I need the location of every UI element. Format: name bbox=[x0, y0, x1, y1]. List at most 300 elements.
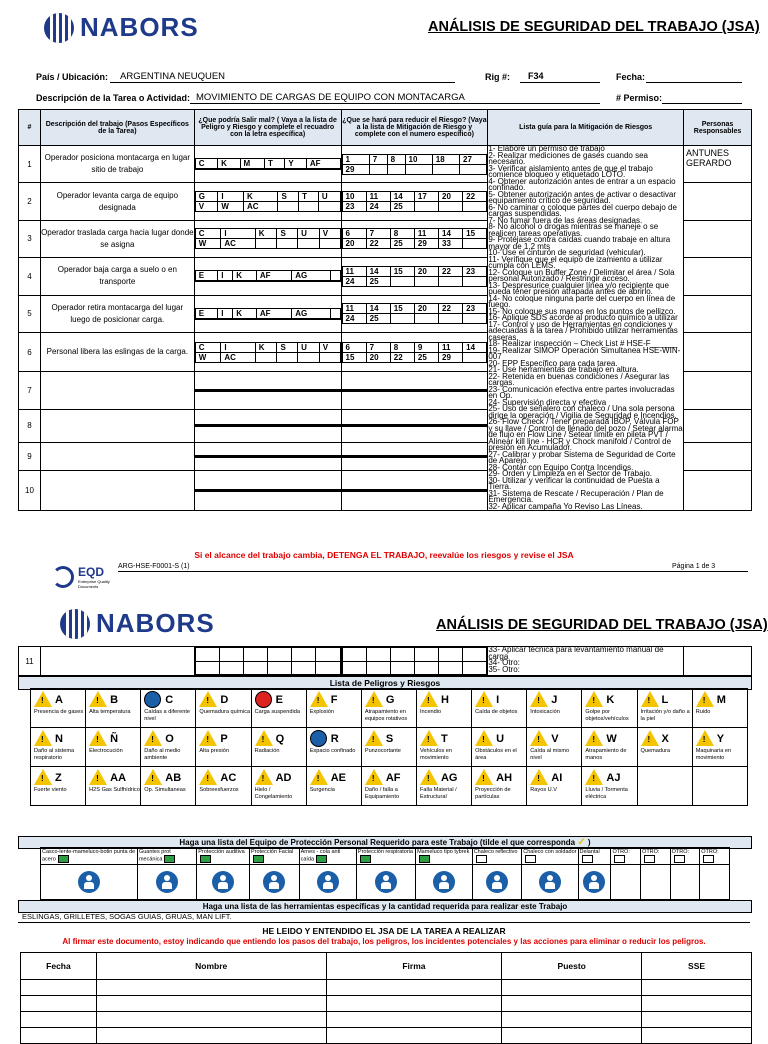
signature-cell[interactable] bbox=[96, 980, 326, 996]
mitigation-code-cell[interactable]: 15 bbox=[390, 304, 414, 314]
mitigation-code-cell[interactable] bbox=[463, 426, 487, 427]
mitigation-code-cell[interactable]: 29 bbox=[414, 239, 438, 249]
mitigation-code-cell[interactable]: 23 bbox=[463, 266, 487, 276]
hazard-name: Obstáculos en el área bbox=[475, 748, 517, 761]
mitigation-code-cell[interactable] bbox=[369, 164, 387, 174]
mitigation-code-cell[interactable] bbox=[414, 202, 438, 212]
hazard-code-cell[interactable]: V bbox=[319, 229, 340, 239]
mitigation-code-cell[interactable]: 7 bbox=[366, 229, 390, 239]
hazard-code-cell[interactable]: S bbox=[277, 229, 298, 239]
warning-triangle-icon: ! bbox=[696, 730, 714, 746]
mitigation-code-cell[interactable] bbox=[439, 276, 463, 286]
mitigation-code-cell[interactable]: 15 bbox=[342, 352, 366, 362]
warning-triangle-icon: ! bbox=[310, 691, 328, 707]
hazard-code-cell[interactable] bbox=[319, 352, 340, 362]
hazard-code-cell[interactable] bbox=[298, 239, 320, 249]
hazard-code-cell[interactable]: C bbox=[195, 342, 221, 352]
hazard-code-cell[interactable]: U bbox=[298, 342, 320, 352]
signature-cell[interactable] bbox=[502, 1012, 642, 1028]
responsible-person[interactable] bbox=[684, 372, 752, 409]
ppe-option[interactable] bbox=[197, 848, 250, 865]
hazard-code-cell[interactable] bbox=[243, 426, 267, 427]
hazard-code-cell[interactable]: K bbox=[233, 308, 257, 318]
hazard-code-cell[interactable]: S bbox=[277, 342, 298, 352]
mitigation-code-cell[interactable] bbox=[463, 314, 487, 324]
hazard-name: Fuerte viento bbox=[34, 787, 67, 793]
ppe-option[interactable] bbox=[641, 848, 671, 865]
task-step[interactable]: Operador levanta carga de equipo designada bbox=[40, 183, 194, 220]
mitigation-code-cell[interactable]: 18 bbox=[432, 154, 459, 164]
hazard-code-cell[interactable]: K bbox=[243, 192, 277, 202]
signature-cell[interactable] bbox=[326, 996, 502, 1012]
hazard-code-cell[interactable]: AF bbox=[306, 159, 340, 169]
hazard-code-cell[interactable] bbox=[318, 202, 340, 212]
mitigation-code-cell[interactable]: 14 bbox=[366, 304, 390, 314]
signature-cell[interactable] bbox=[96, 1012, 326, 1028]
hazard-code-cell[interactable] bbox=[265, 169, 285, 170]
guide-item: 13- Despresurice cualquier línea y/o recipiente que pueda tener presión atrapada antes de abrirlo. bbox=[488, 280, 669, 296]
hazard-code-cell[interactable]: AG bbox=[292, 271, 331, 281]
task-step[interactable]: Operador retira montacarga del lugar luego de posicionar carga. bbox=[40, 295, 194, 332]
task-step[interactable] bbox=[40, 409, 194, 442]
ppe-option[interactable] bbox=[356, 848, 415, 865]
responsible-person[interactable] bbox=[684, 409, 752, 442]
mitigation-code-cell[interactable] bbox=[390, 391, 414, 392]
signature-cell[interactable] bbox=[96, 1028, 326, 1044]
ppe-icon-cell bbox=[41, 865, 138, 900]
mitigation-code-cell[interactable] bbox=[390, 314, 414, 324]
pais-value[interactable]: ARGENTINA NEUQUEN bbox=[120, 71, 226, 82]
ppe-checkbox[interactable] bbox=[58, 855, 69, 863]
ppe-checkbox[interactable] bbox=[419, 855, 430, 863]
mitigation-code-cell[interactable] bbox=[439, 457, 463, 458]
mitigation-code-cell[interactable]: 15 bbox=[463, 229, 487, 239]
hazard-code-cell[interactable]: V bbox=[319, 342, 340, 352]
task-step[interactable]: Operador traslada carga hacia lugar donde se asigna bbox=[40, 220, 194, 257]
hazard-code-cell[interactable] bbox=[277, 239, 298, 249]
mitigation-code-cell[interactable] bbox=[460, 164, 487, 174]
mitigation-code-cell[interactable]: 20 bbox=[366, 352, 390, 362]
mitigation-code-cell[interactable] bbox=[414, 391, 438, 392]
hazard-code-cell[interactable]: AC bbox=[221, 239, 255, 249]
hazard-item bbox=[582, 689, 637, 728]
ppe-option[interactable] bbox=[472, 848, 522, 865]
signature-cell[interactable] bbox=[502, 1028, 642, 1044]
hazard-code-cell[interactable] bbox=[195, 391, 219, 392]
hazard-code-cell[interactable]: K bbox=[255, 342, 277, 352]
responsible-person[interactable] bbox=[684, 442, 752, 471]
responsible-person[interactable] bbox=[684, 471, 752, 511]
mitigation-code-cell[interactable]: 11 bbox=[342, 266, 366, 276]
hazard-code-cell[interactable]: AC bbox=[243, 202, 277, 212]
mitigation-code-cell[interactable]: 7 bbox=[369, 154, 387, 164]
task-step[interactable]: Operador posiciona montacarga en lugar sitio de trabajo bbox=[40, 146, 194, 183]
signature-cell[interactable] bbox=[642, 996, 752, 1012]
ppe-label: OTRO: bbox=[612, 849, 630, 855]
hazard-code-cell[interactable] bbox=[255, 352, 277, 362]
mitigation-code-cell[interactable] bbox=[414, 426, 438, 427]
hazard-code: O bbox=[165, 733, 174, 745]
guide-item: 18- Realizar inspección – Check List # HSE-F______ bbox=[488, 339, 678, 348]
hazard-code-cell[interactable]: AF bbox=[256, 271, 291, 281]
mitigation-code-cell[interactable]: 33 bbox=[439, 239, 463, 249]
hazard-code-cell[interactable]: AF bbox=[256, 308, 291, 318]
hazard-item bbox=[527, 767, 582, 806]
hazard-code-cell[interactable] bbox=[292, 391, 316, 392]
mitigation-code-cell[interactable] bbox=[439, 426, 463, 427]
hazard-code-cell[interactable] bbox=[195, 281, 218, 282]
hazard-code-cell[interactable]: V bbox=[195, 202, 218, 212]
mitigation-code-cell[interactable]: 11 bbox=[342, 304, 366, 314]
mitigation-code-cell[interactable] bbox=[439, 202, 463, 212]
hazard-code-cell[interactable] bbox=[240, 169, 264, 170]
row-11-step[interactable] bbox=[40, 647, 194, 676]
hazard-code-cell[interactable] bbox=[218, 318, 233, 319]
hazard-code-cell[interactable] bbox=[316, 491, 340, 492]
mitigation-code-cell[interactable]: 6 bbox=[342, 342, 366, 352]
mitigation-code-cell[interactable]: 11 bbox=[439, 342, 463, 352]
mitigation-code-cell[interactable] bbox=[414, 314, 438, 324]
ppe-option[interactable] bbox=[522, 848, 578, 865]
hazard-code-cell[interactable]: W bbox=[195, 352, 221, 362]
mitigation-code-cell[interactable]: 9 bbox=[414, 342, 438, 352]
signature-cell[interactable] bbox=[502, 996, 642, 1012]
task-step[interactable]: Personal libera las eslingas de la carga. bbox=[40, 332, 194, 372]
mitigation-code-cell[interactable]: 14 bbox=[390, 192, 414, 202]
mitigation-code-cell[interactable] bbox=[463, 202, 487, 212]
hazard-code-cell[interactable]: M bbox=[240, 159, 264, 169]
warning-triangle-icon: ! bbox=[420, 769, 438, 785]
mitigation-code-cell[interactable] bbox=[463, 391, 487, 392]
hazard-code-cell[interactable] bbox=[243, 391, 267, 392]
mitigation-code-cell[interactable] bbox=[439, 491, 463, 492]
mitigation-code-cell[interactable]: 20 bbox=[414, 304, 438, 314]
mitigation-code-cell[interactable] bbox=[414, 276, 438, 286]
mitigation-code-cell[interactable]: 22 bbox=[439, 266, 463, 276]
mitigation-code-cell[interactable]: 8 bbox=[387, 154, 405, 164]
hazard-code-cell[interactable] bbox=[316, 426, 340, 427]
mitigation-code-cell[interactable]: 15 bbox=[390, 266, 414, 276]
hazard-code-cell[interactable]: C bbox=[195, 159, 217, 169]
hazard-code-cell[interactable] bbox=[268, 491, 292, 492]
hazard-code-cell[interactable] bbox=[256, 281, 291, 282]
hazard-code-cell[interactable] bbox=[233, 281, 257, 282]
mitigation-code-cell[interactable]: 20 bbox=[342, 239, 366, 249]
signature-cell[interactable] bbox=[642, 1028, 752, 1044]
hazard-name: Op. Simultaneas bbox=[144, 787, 186, 793]
ppe-option[interactable] bbox=[578, 848, 611, 865]
mitigation-code-cell[interactable]: 14 bbox=[439, 229, 463, 239]
hazard-code-cell[interactable] bbox=[268, 426, 292, 427]
responsible-person[interactable]: ANTUNES GERARDO bbox=[684, 146, 752, 183]
mitigation-code-cell[interactable]: 7 bbox=[366, 342, 390, 352]
mitigation-code-cell[interactable] bbox=[463, 457, 487, 458]
ppe-option[interactable] bbox=[41, 848, 138, 865]
hazard-code-cell[interactable]: C bbox=[195, 229, 221, 239]
hazard-code-cell[interactable]: E bbox=[195, 308, 218, 318]
hazard-code-cell[interactable] bbox=[316, 457, 340, 458]
ppe-option[interactable] bbox=[611, 848, 641, 865]
mitigation-code-cell[interactable]: 11 bbox=[366, 192, 390, 202]
mitigation-code-cell[interactable]: 10 bbox=[405, 154, 432, 164]
desc-value[interactable]: MOVIMIENTO DE CARGAS DE EQUIPO CON MONTACARGA bbox=[196, 92, 465, 103]
mitigation-code-cell[interactable]: 11 bbox=[414, 229, 438, 239]
mitigation-code-cell[interactable] bbox=[405, 164, 432, 174]
ppe-checkbox[interactable] bbox=[164, 855, 175, 863]
hazard-code-cell[interactable] bbox=[330, 308, 340, 318]
signature-cell[interactable] bbox=[502, 980, 642, 996]
hazard-code-cell[interactable] bbox=[298, 352, 320, 362]
mitigation-code-cell[interactable] bbox=[414, 457, 438, 458]
hazard-code-cell[interactable] bbox=[268, 391, 292, 392]
hazard-code-cell[interactable] bbox=[255, 239, 277, 249]
ppe-option[interactable] bbox=[700, 848, 730, 865]
hazard-code-cell[interactable]: K bbox=[233, 271, 257, 281]
ppe-table bbox=[40, 847, 730, 900]
responsible-person[interactable] bbox=[684, 258, 752, 295]
hazard-code-cell[interactable] bbox=[330, 318, 340, 319]
hazard-name: Atrapamiento en equipos rotativos bbox=[364, 709, 408, 722]
ppe-checkbox[interactable] bbox=[644, 855, 655, 863]
hazard-code-cell[interactable]: U bbox=[298, 229, 320, 239]
hazard-code-cell[interactable] bbox=[292, 491, 316, 492]
mitigation-code-cell[interactable]: 25 bbox=[390, 239, 414, 249]
hazard-code-cell[interactable]: I bbox=[218, 192, 244, 202]
hazard-code-cell[interactable] bbox=[195, 169, 217, 170]
mitigation-code-cell[interactable]: 17 bbox=[414, 192, 438, 202]
hazard-code-cell[interactable]: Y bbox=[285, 159, 306, 169]
ppe-checkbox[interactable] bbox=[200, 855, 211, 863]
signature-cell[interactable] bbox=[96, 996, 326, 1012]
mitigation-code-cell[interactable] bbox=[463, 276, 487, 286]
hazard-row bbox=[31, 728, 748, 767]
mitigation-code-cell[interactable]: 24 bbox=[342, 276, 366, 286]
signature-cell[interactable] bbox=[642, 1012, 752, 1028]
hazard-code: L bbox=[661, 694, 669, 706]
ppe-checkbox[interactable] bbox=[525, 855, 536, 863]
rig-value[interactable]: F34 bbox=[528, 71, 544, 81]
ppe-checkbox[interactable] bbox=[703, 855, 714, 863]
ppe-option[interactable] bbox=[137, 848, 196, 865]
ppe-label: OTRO: bbox=[701, 849, 719, 855]
mitigation-code-cell[interactable]: 24 bbox=[342, 314, 366, 324]
mitigation-code-cell[interactable]: 14 bbox=[463, 342, 487, 352]
hazard-code-cell[interactable] bbox=[292, 457, 316, 458]
hazard-code-cell[interactable] bbox=[330, 271, 340, 281]
mitigation-code-cell[interactable]: 25 bbox=[414, 352, 438, 362]
mitigation-code-cell[interactable] bbox=[463, 352, 487, 362]
hazard-code-cell[interactable] bbox=[292, 426, 316, 427]
mitigation-code-cell[interactable]: 6 bbox=[342, 229, 366, 239]
mitigation-code-cell[interactable]: 23 bbox=[463, 304, 487, 314]
responsible-person[interactable] bbox=[684, 295, 752, 332]
hazard-code-cell[interactable] bbox=[219, 457, 243, 458]
hazard-code-cell[interactable] bbox=[256, 318, 291, 319]
hazard-code-cell[interactable] bbox=[306, 169, 340, 170]
hazard-code-cell[interactable]: W bbox=[218, 202, 244, 212]
mitigation-code-cell[interactable] bbox=[390, 491, 414, 492]
hazard-code-cell[interactable]: U bbox=[318, 192, 340, 202]
mitigation-code-cell[interactable]: 25 bbox=[366, 276, 390, 286]
mitigation-code-cell[interactable]: 25 bbox=[366, 314, 390, 324]
hazard-code-cell[interactable]: I bbox=[218, 308, 233, 318]
responsible-person[interactable] bbox=[684, 183, 752, 220]
mitigation-codes bbox=[341, 258, 488, 295]
ppe-option[interactable] bbox=[299, 848, 356, 865]
signature-row bbox=[21, 996, 752, 1012]
responsible-person[interactable] bbox=[684, 220, 752, 257]
hazard-code-cell[interactable]: I bbox=[221, 342, 255, 352]
signature-cell[interactable] bbox=[21, 996, 97, 1012]
signature-cell[interactable] bbox=[21, 980, 97, 996]
warning-triangle-icon: ! bbox=[585, 730, 603, 746]
row-11-resp[interactable] bbox=[684, 647, 752, 676]
hazard-code-cell[interactable] bbox=[195, 491, 219, 492]
mitigation-code-cell[interactable]: 29 bbox=[342, 164, 369, 174]
mitigation-code-cell[interactable] bbox=[439, 314, 463, 324]
mitigation-code-cell[interactable] bbox=[390, 457, 414, 458]
mitigation-code-cell[interactable] bbox=[342, 391, 366, 392]
hazard-code-cell[interactable] bbox=[219, 426, 243, 427]
signature-cell[interactable] bbox=[21, 1012, 97, 1028]
signature-cell[interactable] bbox=[326, 1012, 502, 1028]
responsible-person[interactable] bbox=[684, 332, 752, 372]
hazard-code-cell[interactable]: G bbox=[195, 192, 218, 202]
hazard-item bbox=[31, 689, 86, 728]
hazard-code-cell[interactable]: AG bbox=[292, 308, 331, 318]
mitigation-code-cell[interactable]: 22 bbox=[366, 239, 390, 249]
mitigation-code-cell[interactable] bbox=[342, 491, 366, 492]
hazard-code-cell[interactable] bbox=[243, 491, 267, 492]
hazard-code-cell[interactable] bbox=[299, 202, 319, 212]
signature-cell[interactable] bbox=[21, 1028, 97, 1044]
signature-cell[interactable] bbox=[326, 1028, 502, 1044]
hazard-code-cell[interactable] bbox=[233, 318, 257, 319]
mitigation-code-cell[interactable] bbox=[342, 457, 366, 458]
col-step: Descripción del trabajo (Pasos Específicos de la Tarea) bbox=[40, 110, 194, 146]
hazard-code-cell[interactable] bbox=[277, 352, 298, 362]
task-step[interactable] bbox=[40, 442, 194, 471]
mitigation-code-cell[interactable]: 10 bbox=[342, 192, 366, 202]
task-step[interactable]: Operador baja carga a suelo o en transporte bbox=[40, 258, 194, 295]
ppe-checkbox[interactable] bbox=[582, 855, 593, 863]
hazard-code-cell[interactable] bbox=[218, 281, 233, 282]
ppe-checkbox[interactable] bbox=[614, 855, 625, 863]
mitigation-code-cell[interactable]: 8 bbox=[390, 342, 414, 352]
ppe-checkbox[interactable] bbox=[674, 855, 685, 863]
task-step[interactable] bbox=[40, 471, 194, 511]
mitigation-code-cell[interactable] bbox=[342, 426, 366, 427]
ppe-checkbox[interactable] bbox=[476, 855, 487, 863]
mitigation-code-cell[interactable] bbox=[366, 391, 390, 392]
mitigation-code-cell[interactable]: 24 bbox=[366, 202, 390, 212]
signature-cell[interactable] bbox=[326, 980, 502, 996]
hazard-code-cell[interactable]: T bbox=[265, 159, 285, 169]
mitigation-code-cell[interactable] bbox=[390, 276, 414, 286]
task-step[interactable] bbox=[40, 372, 194, 409]
mitigation-code-cell[interactable]: 8 bbox=[390, 229, 414, 239]
hazard-code-cell[interactable] bbox=[316, 391, 340, 392]
hazard-code-cell[interactable]: I bbox=[218, 271, 233, 281]
mitigation-code-cell[interactable] bbox=[463, 239, 487, 249]
hazard-code-cell[interactable]: AC bbox=[221, 352, 255, 362]
hazard-code-cell[interactable] bbox=[218, 169, 240, 170]
hazard-name: Quemadura bbox=[640, 748, 671, 754]
row-number: 3 bbox=[19, 220, 41, 257]
hazard-code-cell[interactable] bbox=[292, 281, 331, 282]
ppe-checkbox[interactable] bbox=[316, 855, 327, 863]
mitigation-code-cell[interactable] bbox=[439, 391, 463, 392]
hazard-code-cell[interactable] bbox=[219, 391, 243, 392]
mitigation-code-cell[interactable]: 22 bbox=[463, 192, 487, 202]
hazard-code: AE bbox=[330, 772, 346, 784]
hazard-code-cell[interactable] bbox=[285, 169, 306, 170]
hazard-code-cell[interactable]: S bbox=[278, 192, 299, 202]
ppe-label: Protección respiratoria bbox=[357, 849, 413, 855]
mitigation-code-cell[interactable]: 1 bbox=[342, 154, 369, 164]
mitigation-code-cell[interactable]: 23 bbox=[342, 202, 366, 212]
ppe-option[interactable] bbox=[670, 848, 700, 865]
mitigation-code-cell[interactable] bbox=[463, 491, 487, 492]
mitigation-code-cell[interactable]: 22 bbox=[390, 352, 414, 362]
hazard-code-cell[interactable] bbox=[330, 281, 340, 282]
ppe-checkbox[interactable] bbox=[360, 855, 371, 863]
signature-cell[interactable] bbox=[642, 980, 752, 996]
hazard-code-cell[interactable] bbox=[219, 491, 243, 492]
hazard-code-cell[interactable] bbox=[319, 239, 340, 249]
mitigation-code-cell[interactable] bbox=[387, 164, 405, 174]
hazard-code-cell[interactable] bbox=[292, 318, 331, 319]
hazard-code-cell[interactable]: K bbox=[218, 159, 240, 169]
mitigation-code-cell[interactable] bbox=[366, 457, 390, 458]
hazard-code-cell[interactable]: K bbox=[255, 229, 277, 239]
mitigation-code-cell[interactable] bbox=[390, 426, 414, 427]
mitigation-code-cell[interactable] bbox=[366, 426, 390, 427]
hazard-code-cell[interactable]: W bbox=[195, 239, 221, 249]
hazard-code-cell[interactable] bbox=[195, 457, 219, 458]
mitigation-code-cell[interactable] bbox=[432, 164, 459, 174]
mitigation-code-cell[interactable]: 29 bbox=[439, 352, 463, 362]
ppe-option[interactable] bbox=[416, 848, 473, 865]
ppe-option[interactable] bbox=[249, 848, 299, 865]
ppe-label: OTRO: bbox=[642, 849, 660, 855]
nabors-logo bbox=[44, 12, 199, 43]
mitigation-code-cell[interactable]: 25 bbox=[390, 202, 414, 212]
hazard-code-cell[interactable]: I bbox=[221, 229, 255, 239]
warning-triangle-icon: ! bbox=[585, 769, 603, 785]
desc-label: Descripción de la Tarea o Actividad: bbox=[36, 93, 191, 103]
hazard-code-cell[interactable] bbox=[278, 202, 299, 212]
mitigation-code-cell[interactable]: 14 bbox=[366, 266, 390, 276]
hazard-code-cell[interactable] bbox=[268, 457, 292, 458]
hazard-code-cell[interactable] bbox=[195, 426, 219, 427]
hazard-code-cell[interactable] bbox=[243, 457, 267, 458]
tools-value[interactable]: ESLINGAS, GRILLETES, SOGAS GUIAS, GRUAS, MAN LIFT. bbox=[22, 912, 232, 921]
hazard-code-cell[interactable]: T bbox=[299, 192, 319, 202]
warning-triangle-icon: ! bbox=[641, 691, 659, 707]
hazard-name: Intoxicación bbox=[530, 709, 560, 715]
mitigation-code-cell[interactable] bbox=[414, 491, 438, 492]
mitigation-code-cell[interactable]: 20 bbox=[439, 192, 463, 202]
hazard-code-cell[interactable]: E bbox=[195, 271, 218, 281]
mitigation-code-cell[interactable]: 20 bbox=[414, 266, 438, 276]
ppe-checkbox[interactable] bbox=[253, 855, 264, 863]
mitigation-code-cell[interactable]: 22 bbox=[439, 304, 463, 314]
hazard-code: AJ bbox=[606, 772, 621, 784]
mitigation-code-cell[interactable]: 27 bbox=[460, 154, 487, 164]
mitigation-code-cell[interactable] bbox=[366, 491, 390, 492]
hazard-code-cell[interactable] bbox=[195, 318, 218, 319]
